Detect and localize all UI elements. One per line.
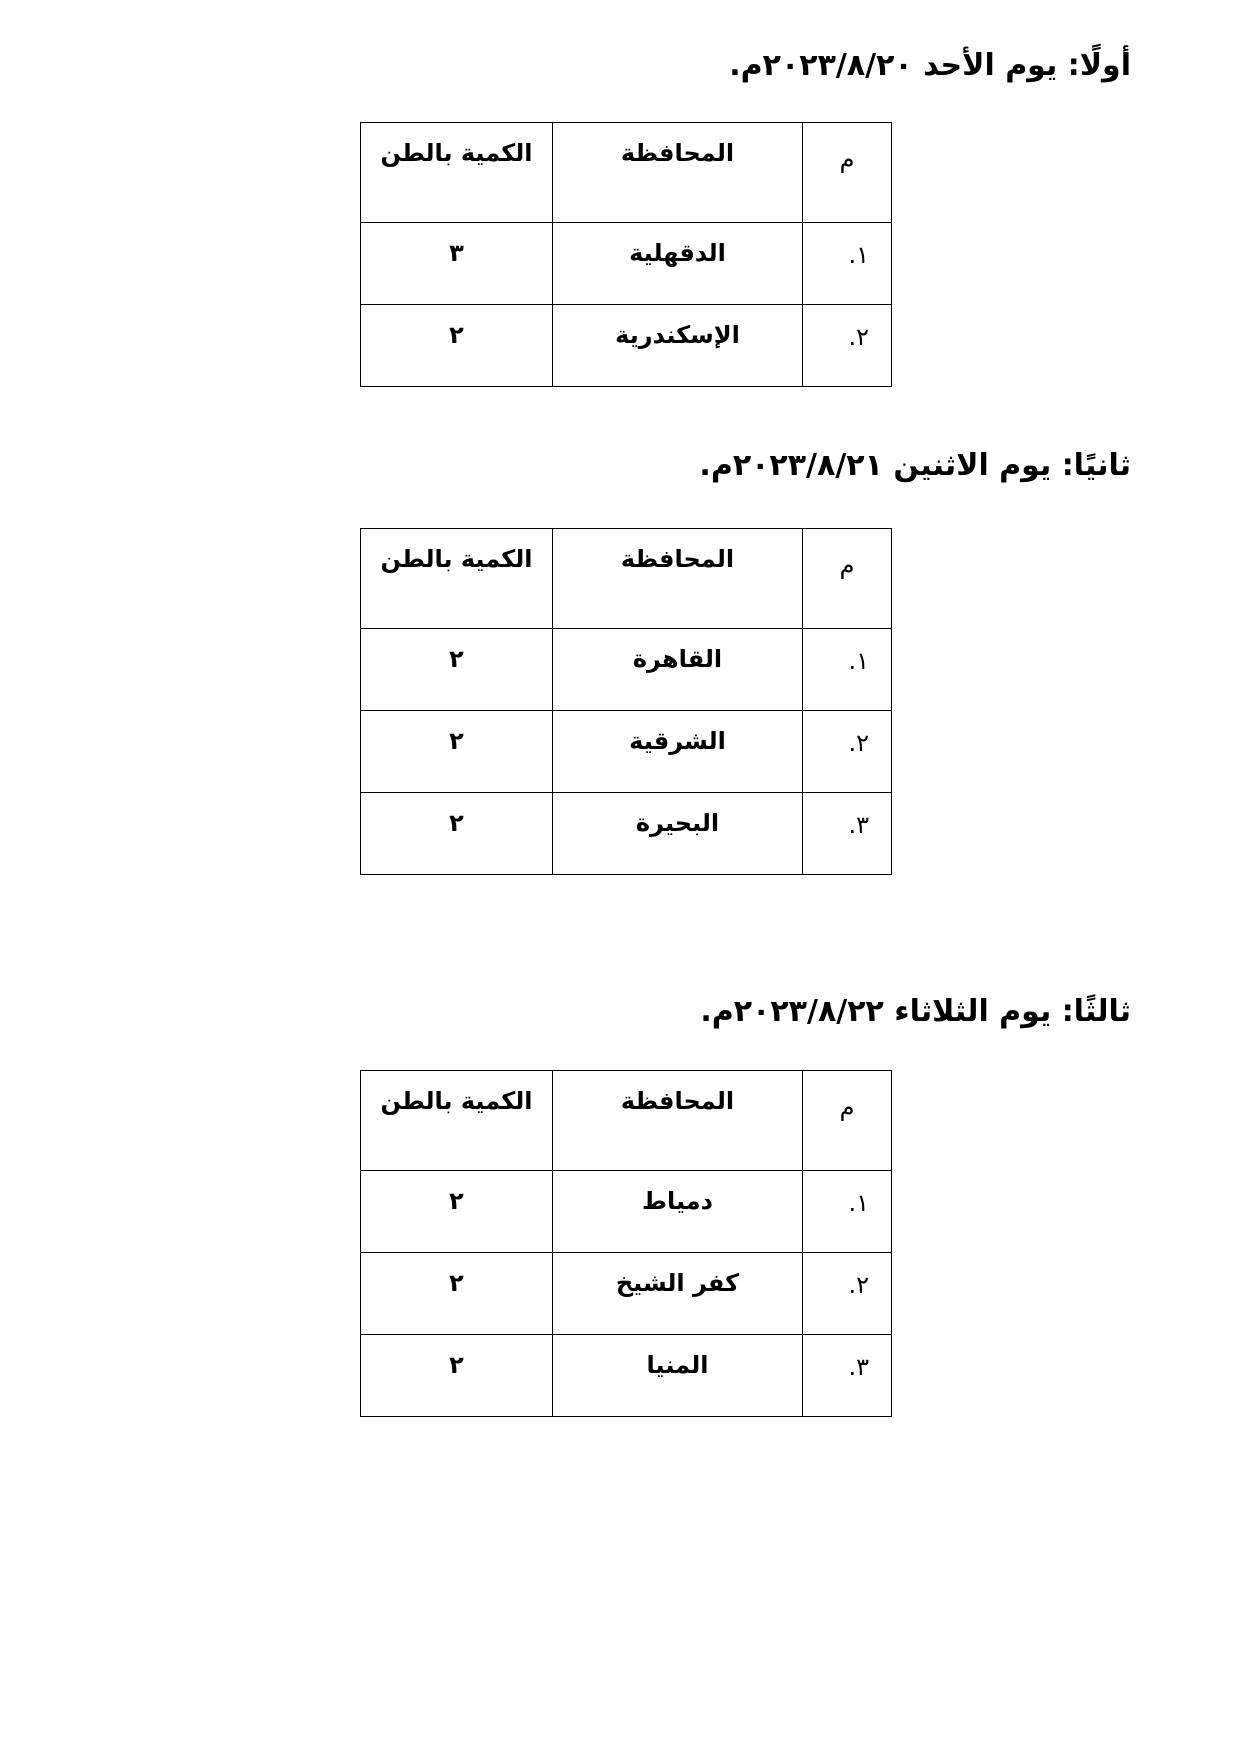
row-index: ٣.	[803, 793, 892, 875]
row-index: ٢.	[803, 711, 892, 793]
table-row	[361, 1253, 892, 1335]
table-monday	[360, 528, 892, 875]
table-row	[361, 629, 892, 711]
table-row	[361, 223, 892, 305]
header-quantity: الكمية بالطن	[361, 1071, 553, 1171]
table-row	[361, 793, 892, 875]
header-index: م	[803, 1071, 892, 1171]
section-date: يوم الثلاثاء ٢٠٢٣/٨/٢٢م.	[700, 994, 1052, 1029]
header-index: م	[803, 123, 892, 223]
row-governorate: البحيرة	[553, 793, 803, 875]
row-quantity: ٢	[361, 305, 553, 387]
row-governorate: دمياط	[553, 1171, 803, 1253]
row-quantity: ٢	[361, 1335, 553, 1417]
row-index: ٣.	[803, 1335, 892, 1417]
table-tuesday	[360, 1070, 892, 1417]
section-date: يوم الأحد ٢٠٢٣/٨/٢٠م.	[729, 48, 1058, 83]
table-header-row	[361, 123, 892, 223]
header-quantity: الكمية بالطن	[361, 123, 553, 223]
row-quantity: ٢	[361, 1253, 553, 1335]
table-row	[361, 1335, 892, 1417]
row-quantity: ٢	[361, 711, 553, 793]
row-quantity: ٣	[361, 223, 553, 305]
table-sunday	[360, 122, 892, 387]
row-governorate: المنيا	[553, 1335, 803, 1417]
header-governorate: المحافظة	[553, 123, 803, 223]
row-quantity: ٢	[361, 1171, 553, 1253]
header-index: م	[803, 529, 892, 629]
table-header-row	[361, 529, 892, 629]
row-governorate: الدقهلية	[553, 223, 803, 305]
row-governorate: الإسكندرية	[553, 305, 803, 387]
row-index: ١.	[803, 629, 892, 711]
header-quantity: الكمية بالطن	[361, 529, 553, 629]
table-row	[361, 1171, 892, 1253]
section-heading-monday	[699, 446, 1131, 486]
table-header-row	[361, 1071, 892, 1171]
row-index: ١.	[803, 223, 892, 305]
row-governorate: كفر الشيخ	[553, 1253, 803, 1335]
section-heading-sunday	[729, 46, 1131, 86]
table-row	[361, 305, 892, 387]
section-label: أولًا:	[1067, 48, 1131, 83]
row-governorate: القاهرة	[553, 629, 803, 711]
row-quantity: ٢	[361, 629, 553, 711]
section-date: يوم الاثنين ٢٠٢٣/٨/٢١م.	[699, 448, 1052, 483]
row-index: ٢.	[803, 1253, 892, 1335]
section-heading-tuesday	[700, 992, 1131, 1032]
header-governorate: المحافظة	[553, 1071, 803, 1171]
table-row	[361, 711, 892, 793]
row-governorate: الشرقية	[553, 711, 803, 793]
header-governorate: المحافظة	[553, 529, 803, 629]
row-quantity: ٢	[361, 793, 553, 875]
section-label: ثانيًا:	[1061, 448, 1131, 483]
section-label: ثالثًا:	[1061, 994, 1131, 1029]
row-index: ٢.	[803, 305, 892, 387]
row-index: ١.	[803, 1171, 892, 1253]
